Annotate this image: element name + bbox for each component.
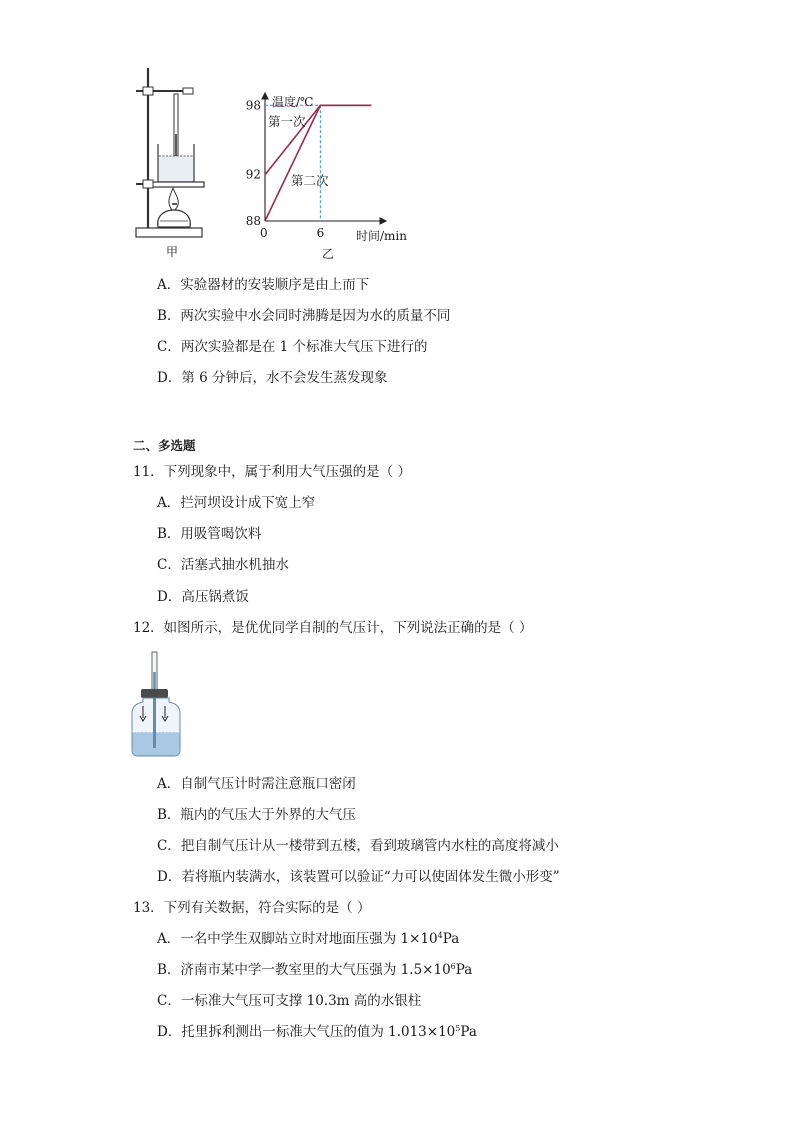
alcohol-lamp	[158, 210, 191, 227]
y-tick-label-98: 98	[245, 98, 261, 113]
barometer-bottle-figure	[128, 650, 186, 760]
q13-option-a-text: A．一名中学生双脚站立时对地面压强为 1×10	[157, 931, 438, 947]
figure-a-caption: 甲	[166, 245, 179, 258]
x-axis-label: 时间/min	[356, 229, 407, 243]
y-axis-label: 温度/℃	[272, 95, 314, 109]
q10-option-d: D．第 6 分钟后，水不会发生蒸发现象	[157, 370, 388, 386]
q13-option-a-exponent: 4	[437, 931, 443, 940]
q12-stem: 12．如图所示，是优优同学自制的气压计，下列说法正确的是（ ）	[133, 620, 533, 636]
q12-option-d: D．若将瓶内装满水，该装置可以验证“力可以使固体发生微小形变”	[157, 869, 560, 885]
q13-stem: 13．下列有关数据，符合实际的是（ ）	[133, 900, 371, 916]
q13-option-c-text: C．一标准大气压可支撑 10.3m 高的水银柱	[157, 993, 422, 1009]
q13-option-d	[157, 1024, 477, 1040]
boiling-apparatus-figure	[128, 64, 214, 258]
figure-b-caption: 乙	[322, 247, 335, 260]
q13-option-c	[157, 993, 421, 1009]
origin-label: 0	[260, 226, 268, 240]
q13-option-b-exponent: 6	[450, 962, 456, 971]
q11-option-d: D．高压锅煮饭	[157, 589, 249, 605]
bottle-stopper	[141, 689, 168, 698]
q10-option-c: C．两次实验都是在 1 个标准大气压下进行的	[157, 339, 428, 355]
y-tick-label-92: 92	[245, 167, 261, 182]
q13-option-d-text: D．托里拆利测出一标准大气压的值为 1.013×10	[157, 1024, 456, 1040]
q11-option-a: A．拦河坝设计成下宽上窄	[157, 495, 316, 511]
q13-option-b-unit: Pa	[455, 962, 473, 978]
section-title: 二、多选题	[133, 438, 196, 453]
q13-option-a-unit: Pa	[442, 931, 460, 947]
q13-option-b-text: B．济南市某中学一教室里的大气压强为 1.5×10	[157, 962, 451, 978]
y-tick-label-88: 88	[245, 214, 261, 228]
q13-option-a	[157, 931, 459, 947]
q12-option-a: A．自制气压计时需注意瓶口密闭	[157, 776, 356, 792]
q11-option-c: C．活塞式抽水机抽水	[157, 557, 289, 573]
q10-option-a: A．实验器材的安装顺序是由上而下	[157, 277, 370, 293]
series-label-2: 第二次	[291, 173, 329, 189]
q10-option-b: B．两次实验中水会同时沸腾是因为水的质量不同	[157, 308, 451, 324]
q11-stem: 11．下列现象中，属于利用大气压强的是（ ）	[133, 464, 411, 480]
x-tick-label-6: 6	[316, 226, 325, 240]
stand-base	[136, 228, 202, 237]
series-label-1: 第一次	[268, 114, 306, 130]
q13-option-b	[157, 962, 472, 978]
q11-option-b: B．用吸管喝饮料	[157, 526, 262, 542]
temperature-time-chart	[238, 88, 428, 260]
q13-option-d-exponent: 5	[455, 1024, 461, 1033]
q12-option-b: B．瓶内的气压大于外界的大气压	[157, 807, 356, 823]
q12-option-c: C．把自制气压计从一楼带到五楼，看到玻璃管内水柱的高度将减小	[157, 838, 559, 854]
q13-option-d-unit: Pa	[460, 1024, 477, 1040]
